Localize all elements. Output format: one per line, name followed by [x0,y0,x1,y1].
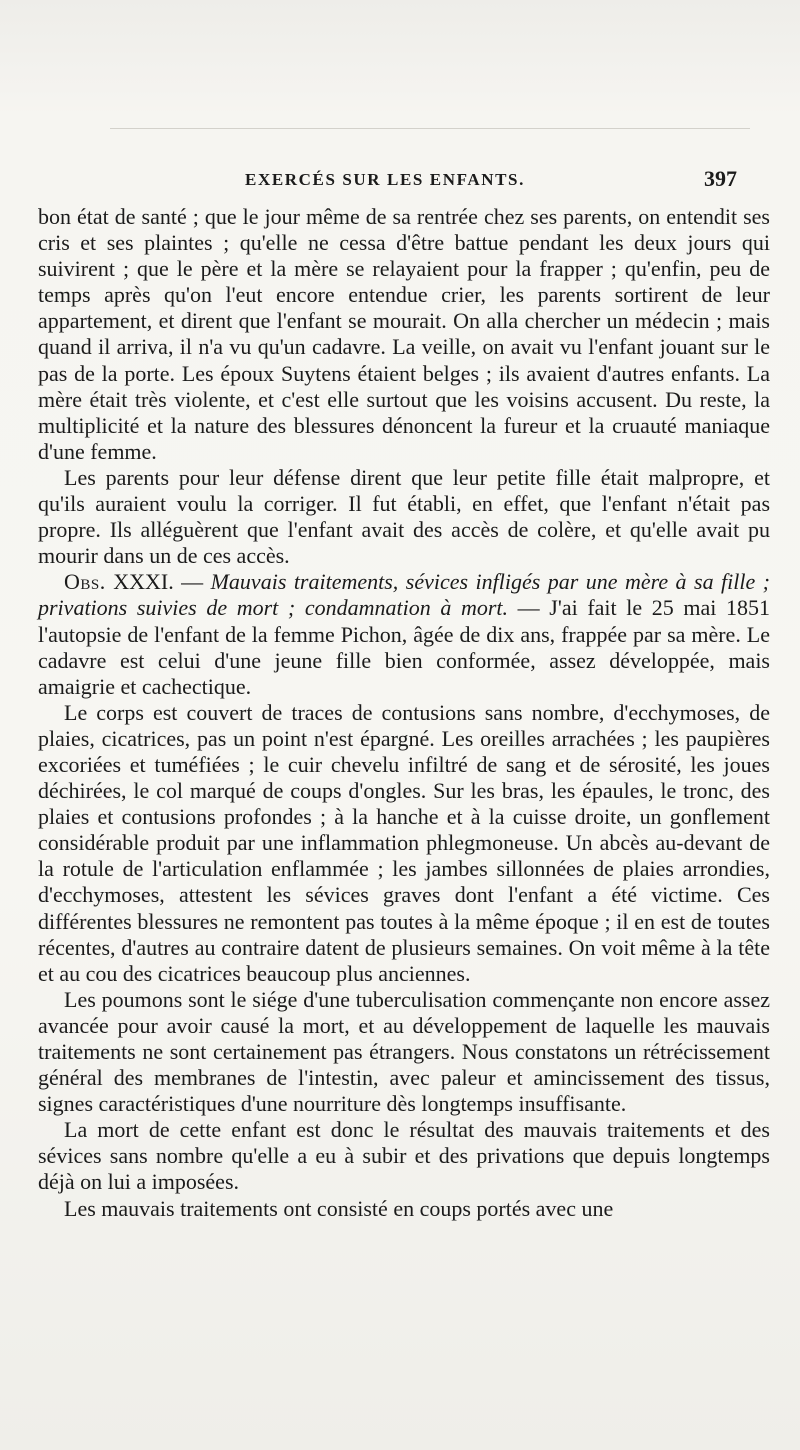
running-head: EXERCÉS SUR LES ENFANTS. [245,170,525,189]
obs-dash: — [181,569,204,595]
paragraph-lungs: Les poumons sont le siége d'une tuberculisation commençante non encore assez avancée pour avoir causé la mort, et au développement de laquelle les mauvais traitements ne sont certainement pas étrangers. Nous constatons un rétrécissement général des membranes de l'intestin, avec paleur et amincissement des tissus, signes caractéristiques d'une nourriture dès longtemps insuffisante. [38,986,770,1117]
body-text [38,204,770,1222]
obs-text: — J'ai fait le 25 mai 1851 l'autopsie de l'enfant de la femme Pichon, âgée de dix ans, frappée par sa mère. Le cadavre est celui d'une jeune fille bien conformée, assez développée, mais amaigrie et cachectique. [38,595,770,699]
paragraph-defense: Les parents pour leur défense dirent que leur petite fille était malpropre, et qu'ils auraient voulu la corriger. Il fut établi, en effet, que l'enfant n'était pas propre. Ils alléguèrent que l'enfant avait des accès de colère, et qu'elle avait pu mourir dans un de ces accès. [38,464,770,569]
paragraph-continuation: bon état de santé ; que le jour même de sa rentrée chez ses parents, on entendit ses cris et ses plaintes ; qu'elle ne cessa d'être battue pendant les deux jours qui suivirent ; que le père et la mère se relayaient pour la frapper ; qu'enfin, peu de temps après qu'on l'eut encore entendue crier, les parents sortirent de leur appartement, et dirent que l'enfant se mourait. On alla chercher un médecin ; mais quand il arriva, il n'a vu qu'un cadavre. La veille, on avait vu l'enfant jouant sur le pas de la porte. Les époux Suytens étaient belges ; ils avaient d'autres enfants. La mère était très violente, et c'est elle surtout que les voisins accusent. Du reste, la multiplicité et la nature des blessures dénoncent la fureur et la cruauté maniaque d'une femme. [38,204,770,464]
page-header [0,166,800,198]
paragraph-observation-31 [38,569,770,699]
paragraph-conclusion: La mort de cette enfant est donc le résultat des mauvais traitements et des sévices sans nombre qu'elle a eu à subir et des privations que depuis longtemps déjà on lui a imposées. [38,1117,770,1195]
obs-title: Mauvais traitements, sévices infligés par une mère à sa fille ; privations suivies de mort ; condamnation à mort. [38,569,771,621]
obs-number: XXXI. [113,569,174,595]
obs-label: Obs. [64,569,106,595]
paragraph-final-line: Les mauvais traitements ont consisté en coups portés avec une [64,1195,614,1221]
paragraph-injuries: Le corps est couvert de traces de contusions sans nombre, d'ecchymoses, de plaies, cicatrices, pas un point n'est épargné. Les oreilles arrachées ; les paupières excoriées et tuméfiées ; le cuir chevelu infiltré de sang et de sérosité, les joues déchirées, le col marqué de coups d'ongles. Sur les bras, les épaules, le tronc, des plaies et contusions profondes ; à la hanche et à la cuisse droite, un gonflement considérable produit par une inflammation phlegmoneuse. Un abcès au-devant de la rotule de l'articulation enflammée ; les jambes sillonnées de plaies arrondies, d'ecchymoses, attestent les sévices graves dont l'enfant a été victime. Ces différentes blessures ne remontent pas toutes à la même époque ; il en est de toutes récentes, d'autres au contraire datent de plusieurs semaines. On voit même à la tête et au cou des cicatrices beaucoup plus anciennes. [38,699,770,986]
top-rule [110,128,750,129]
page-number: 397 [704,166,737,191]
